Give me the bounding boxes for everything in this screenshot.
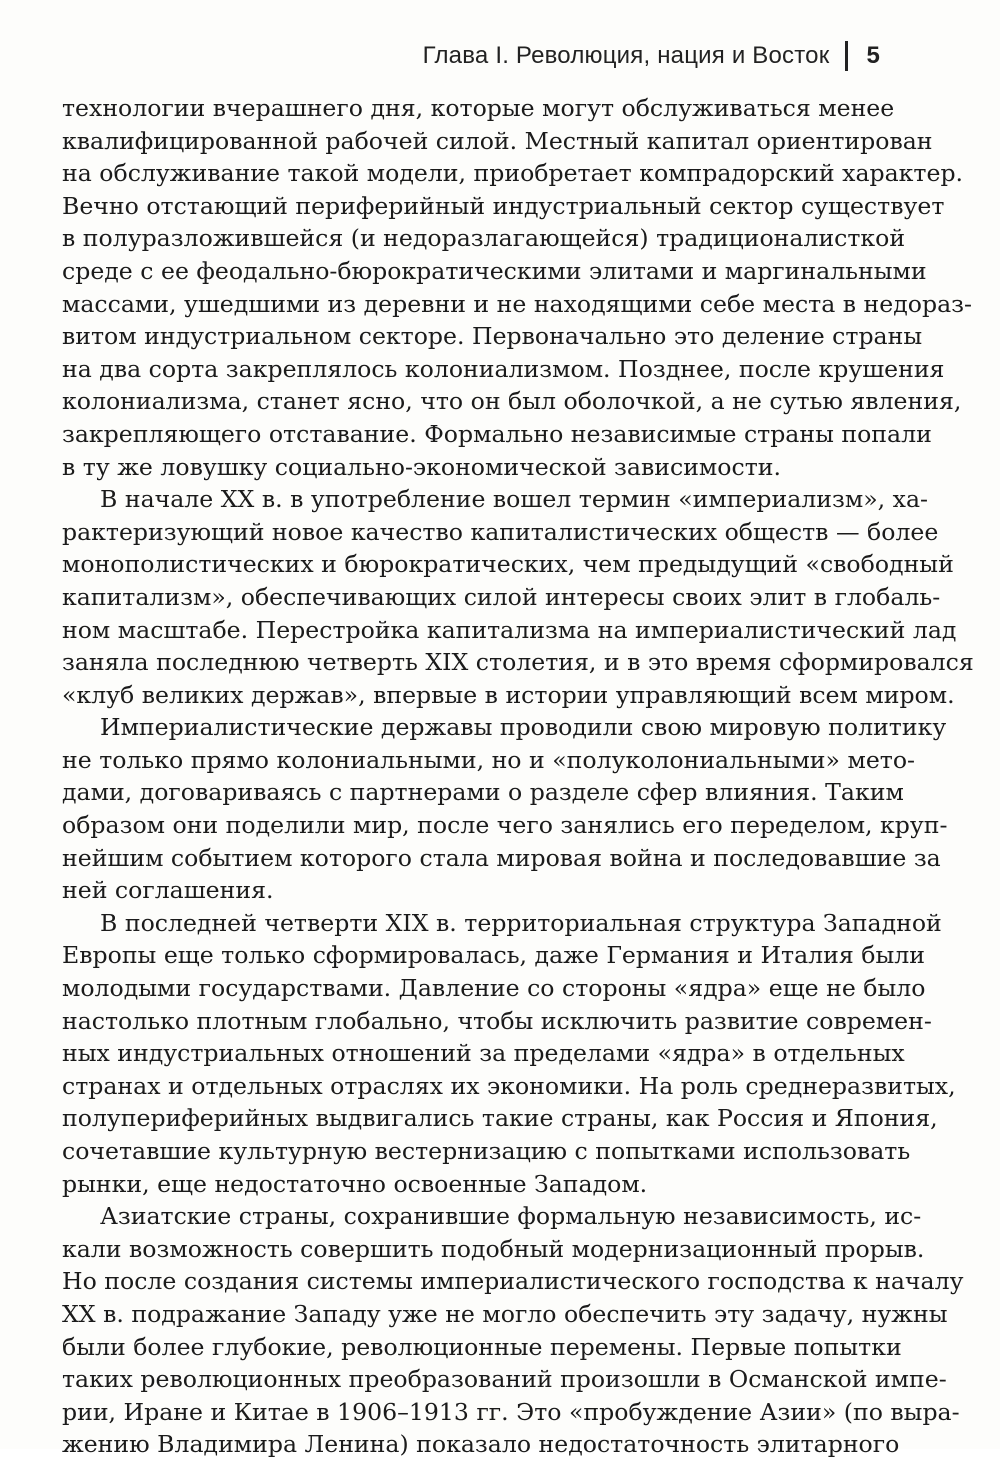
text-line: рии, Иране и Китае в 1906–1913 гг. Это «пробуждение Азии» (по выра- xyxy=(62,1397,960,1426)
text-line: на обслуживание такой модели, приобретает компрадорский характер. xyxy=(62,159,964,188)
text-line: витом индустриальном секторе. Первоначально это деление страны xyxy=(62,322,923,351)
text-line: кали возможность совершить подобный модернизационный прорыв. xyxy=(62,1234,925,1263)
text-line: Но после создания системы империалистического господства к началу xyxy=(62,1267,964,1296)
paragraph xyxy=(62,907,956,1200)
text-line: странах и отдельных отраслях их экономики. На роль среднеразвитых, xyxy=(62,1071,956,1100)
text-line: были более глубокие, революционные перемены. Первые попытки xyxy=(62,1332,902,1361)
text-line: Империалистические державы проводили свою мировую политику xyxy=(100,713,947,742)
text-line: капитализм», обеспечивающих силой интересы своих элит в глобаль- xyxy=(62,582,941,611)
text-line: в полуразложившейся (и недоразлагающейся) традиционалисткой xyxy=(62,224,906,253)
text-line: на два сорта закреплялось колониализмом. Позднее, после крушения xyxy=(62,354,945,383)
paragraph xyxy=(62,711,948,907)
text-line: жению Владимира Ленина) показало недостаточность элитарного xyxy=(62,1430,900,1459)
text-line: колониализма, станет ясно, что он был оболочкой, а не сутью явления, xyxy=(62,387,962,416)
text-line: монополистических и бюрократических, чем предыдущий «свободный xyxy=(62,550,954,579)
text-line: нейшим событием которого стала мировая война и последовавшие за xyxy=(62,843,941,872)
text-line: закрепляющего отставание. Формально независимые страны попали xyxy=(62,419,932,448)
text-line: заняла последнюю четверть XIX столетия, и в это время сформировался xyxy=(62,648,974,677)
header-separator xyxy=(845,41,848,71)
text-line: молодыми государствами. Давление со стороны «ядра» еще не было xyxy=(62,974,926,1003)
text-line: среде с ее феодально-бюрократическими элитами и маргинальными xyxy=(62,256,927,285)
text-line: В последней четверти XIX в. территориальная структура Западной xyxy=(100,908,942,937)
text-line: настолько плотным глобально, чтобы исключить развитие современ- xyxy=(62,1006,932,1035)
text-line: рынки, еще недостаточно освоенные Западом. xyxy=(62,1169,648,1198)
body-text xyxy=(62,92,974,1461)
text-line: массами, ушедшими из деревни и не находящими себе места в недораз- xyxy=(62,289,972,318)
text-line: технологии вчерашнего дня, которые могут обслуживаться менее xyxy=(62,94,895,122)
paragraph xyxy=(62,1200,964,1461)
text-line: полупериферийных выдвигались такие страны, как Россия и Япония, xyxy=(62,1104,938,1133)
text-line: Азиатские страны, сохранившие формальную независимость, ис- xyxy=(100,1202,922,1231)
text-line: рактеризующий новое качество капиталистических обществ — более xyxy=(62,517,939,546)
running-header xyxy=(423,36,880,76)
paragraph xyxy=(62,483,974,711)
text-line: сочетавшие культурную вестернизацию с попытками использовать xyxy=(62,1137,911,1165)
text-line: в ту же ловушку социально-экономической зависимости. xyxy=(62,452,781,481)
text-line: квалифицированной рабочей силой. Местный капитал ориентирован xyxy=(62,126,933,155)
text-line: «клуб великих держав», впервые в истории управляющий всем миром. xyxy=(62,680,955,709)
text-line: ней соглашения. xyxy=(62,876,274,905)
text-line: таких революционных преобразований произошли в Османской импе- xyxy=(62,1365,947,1394)
paragraph xyxy=(62,92,972,483)
text-line: не только прямо колониальными, но и «полуколониальными» мето- xyxy=(62,745,916,774)
text-line: образом они поделили мир, после чего занялись его переделом, круп- xyxy=(62,811,948,840)
chapter-title: Глава I. Революция, нация и Восток xyxy=(422,42,830,69)
text-line: ном масштабе. Перестройка капитализма на империалистический лад xyxy=(62,615,957,644)
page-number: 5 xyxy=(866,42,880,69)
text-line: Вечно отстающий периферийный индустриальный сектор существует xyxy=(62,191,945,220)
text-line: ных индустриальных отношений за пределами «ядра» в отдельных xyxy=(62,1039,905,1068)
text-line: дами, договариваясь с партнерами о разделе сфер влияния. Таким xyxy=(62,778,904,807)
text-line: Европы еще только сформировалась, даже Германия и Италия были xyxy=(62,941,925,970)
text-line: XX в. подражание Западу уже не могло обеспечить эту задачу, нужны xyxy=(62,1299,948,1328)
text-line: В начале XX в. в употребление вошел термин «империализм», ха- xyxy=(100,485,929,514)
